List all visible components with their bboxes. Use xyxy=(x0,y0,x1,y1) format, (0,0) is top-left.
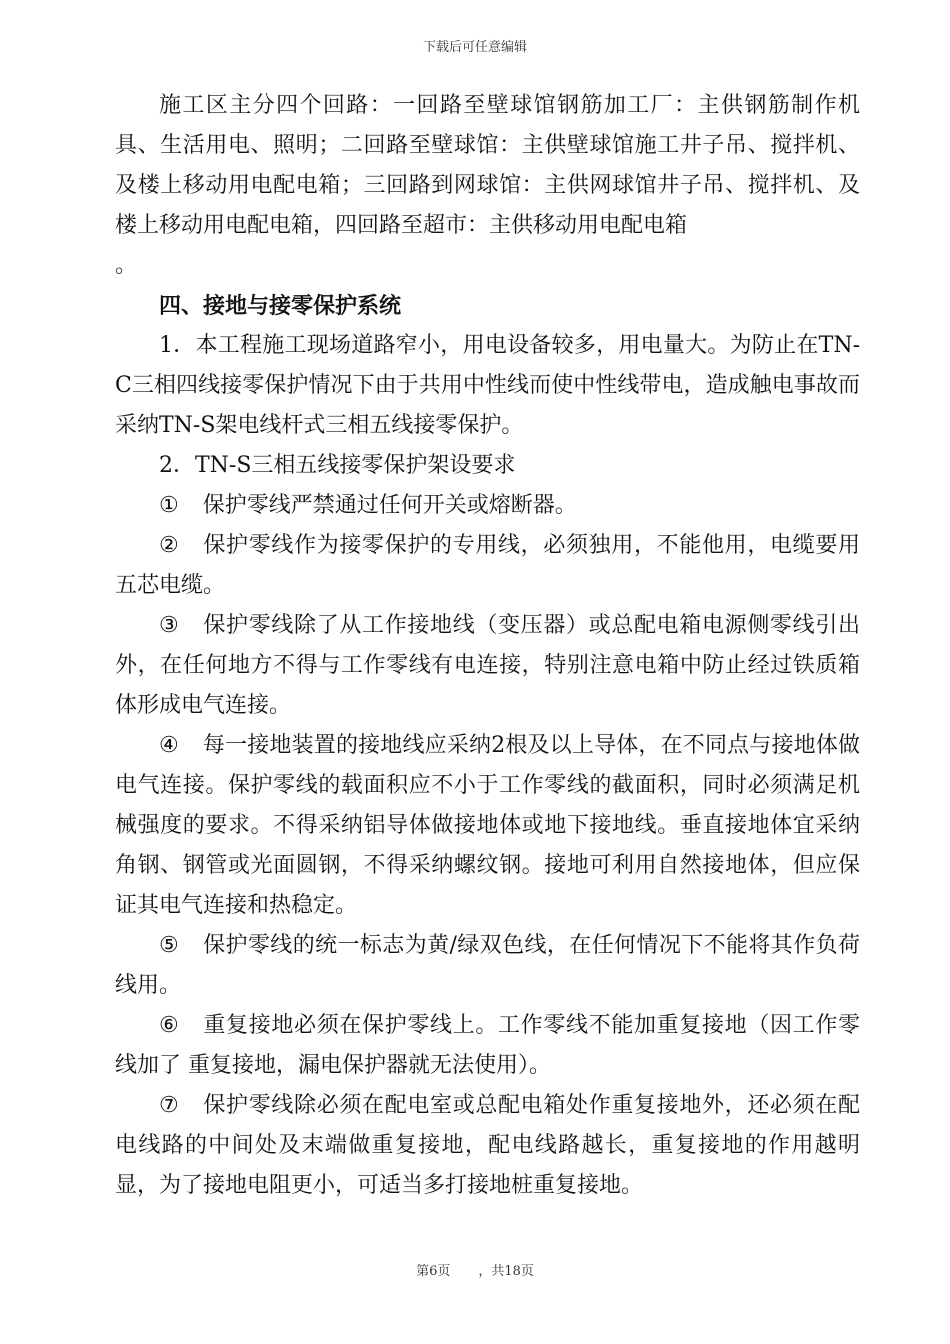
item-marker: ③ xyxy=(159,613,180,638)
page-total: ，共18页 xyxy=(478,1264,534,1279)
item-text: 保护零线的统一标志为黄/绿双色线，在任何情况下不能将其作负荷线用。 xyxy=(115,933,860,998)
page-number: 第6页 xyxy=(416,1264,451,1279)
item-text: 每一接地装置的接地线应采纳2根及以上导体，在不同点与接地体做电气连接。保护零线的载面积应不小于工作零线的截面积，同时必须满足机械强度的要求。不得采纳铝导体做接地体或地下接地线。垂直接地体宜采纳角钢、钢管或光面圆钢，不得采纳螺纹钢。接地可利用自然接地体，但应保证其电气连接和热稳定。 xyxy=(115,733,860,918)
item-marker: ④ xyxy=(159,733,179,758)
paragraph-1: 1．本工程施工现场道路窄小，用电设备较多，用电量大。为防止在TN-C三相四线接零保护情况下由于共用中性线而使中性线带电，造成触电事故而采纳TN-S架电线杆式三相五线接零保护。 xyxy=(115,333,860,438)
item-marker: ⑥ xyxy=(159,1013,180,1038)
list-item xyxy=(115,486,860,526)
intro-paragraph: 施工区主分四个回路：一回路至壁球馆钢筋加工厂：主供钢筋制作机具、生活用电、照明；二回路至壁球馆：主供壁球馆施工井子吊、搅拌机、及楼上移动用电配电箱；三回路到网球馆：主供网球馆井子吊、搅拌机、及楼上移动用电配电箱，四回路至超市：主供移动用电配电箱 xyxy=(115,93,860,238)
item-marker: ① xyxy=(159,493,179,518)
list-item xyxy=(115,1006,860,1086)
intro-paragraph-tail: 。 xyxy=(115,253,138,278)
item-text: 保护零线除必须在配电室或总配电箱处作重复接地外，还必须在配电线路的中间处及末端做重复接地，配电线路越长，重复接地的作用越明显，为了接地电阻更小，可适当多打接地桩重复接地。 xyxy=(115,1093,860,1198)
list-item xyxy=(115,1086,860,1206)
page-footer xyxy=(0,1260,950,1279)
item-text: 保护零线作为接零保护的专用线，必须独用，不能他用，电缆要用五芯电缆。 xyxy=(115,533,860,598)
list-item xyxy=(115,926,860,1006)
list-item xyxy=(115,726,860,926)
item-text: 重复接地必须在保护零线上。工作零线不能加重复接地（因工作零线加了 重复接地，漏电保护器就无法使用）。 xyxy=(115,1013,860,1078)
document-body xyxy=(115,86,860,1206)
item-marker: ② xyxy=(159,533,180,558)
item-marker: ⑤ xyxy=(159,933,180,958)
list-item xyxy=(115,526,860,606)
paragraph-2: 2．TN-S三相五线接零保护架设要求 xyxy=(159,453,516,478)
item-text: 保护零线严禁通过任何开关或熔断器。 xyxy=(202,493,577,518)
page-header xyxy=(0,36,950,55)
section-heading: 四、接地与接零保护系统 xyxy=(159,293,402,319)
item-text: 保护零线除了从工作接地线（变压器）或总配电箱电源侧零线引出外，在任何地方不得与工作零线有电连接，特别注意电箱中防止经过铁质箱体形成电气连接。 xyxy=(115,613,860,718)
list-item xyxy=(115,606,860,726)
item-marker: ⑦ xyxy=(159,1093,180,1118)
header-text: 下载后可任意编辑 xyxy=(422,40,527,55)
